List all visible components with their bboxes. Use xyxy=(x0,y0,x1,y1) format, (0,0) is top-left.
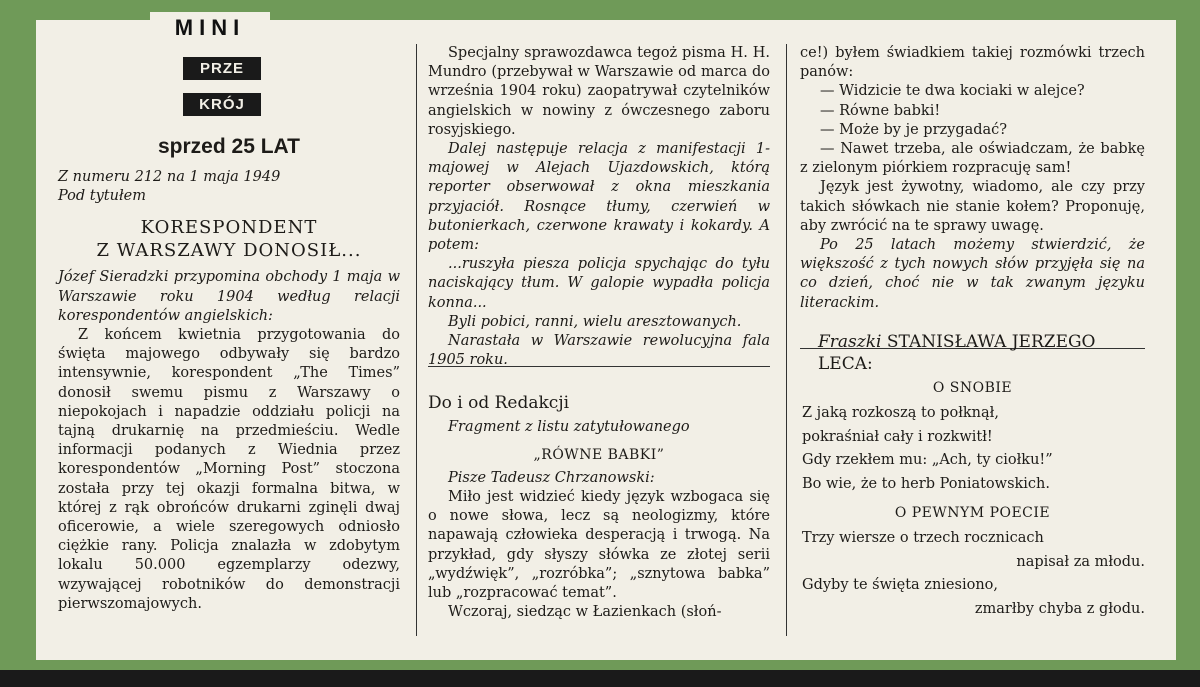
letter-title: „RÓWNE BABKI” xyxy=(533,446,665,463)
poem-line: pokraśniał cały i rozkwitł! xyxy=(802,428,993,445)
fraszki-author: STANISŁAWA JERZEGO LECA: xyxy=(818,331,1096,374)
dialogue-line: — Może by je przygadać? xyxy=(820,121,1008,138)
article-body: Z końcem kwietnia przygotowania do święta majowego odbywały się bardzo intensywnie, korespondent „The Times” donosił swemu pismu z Warszawy o niepokojach i napadzie oddziału policji na tajną drukarnię na przedmieściu. Wedle informacji podanych z Wiednia przez korespondentów „Morning Post” stoczona została przy tej okazji formalna bitwa, w której z rąk obrońców drukarni zginęli dwaj oficerowie, a wiele szeregowych odniosło ciężkie rany. Policja znalazła w zdobytym lokalu 50.000 egzemplarzy odezwy, wzywającej robotników do demonstracji pierwszomajowych. xyxy=(58,327,400,612)
article-lead: Józef Sieradzki przypomina obchody 1 maja w Warszawie roku 1904 według relacji korespondentów angielskich: xyxy=(58,269,400,324)
poem-line: Gdyby te święta zniesiono, xyxy=(802,577,998,594)
column-right xyxy=(800,44,1145,621)
poem-line: napisał za młodu. xyxy=(1016,553,1145,570)
paragraph: Specjalny sprawozdawca tegoż pisma H. H. Mundro (przebywał w Warszawie od marca do września 1904 roku) zaopatrywał czytelników angielskich w nowiny z ówczesnego zaboru rosyjskiego. xyxy=(428,45,770,138)
paragraph: Język jest żywotny, wiadomo, ale czy przy takich słówkach nie stanie kołem? Proponuję, aby zwrócić na te sprawy uwagę. xyxy=(800,179,1145,234)
fraszki-heading xyxy=(818,331,1145,375)
poem xyxy=(802,527,1145,621)
paragraph: ...ruszyła piesza policja spychając do tyłu naciskający tłum. W galopie wypadła policja konna... xyxy=(428,256,770,311)
letter-author: Pisze Tadeusz Chrzanowski: xyxy=(448,469,655,486)
article-title-line1: KORESPONDENT xyxy=(140,217,318,239)
source-line: Z numeru 212 na 1 maja 1949 xyxy=(58,169,281,185)
bottom-edge xyxy=(0,670,1200,687)
column-left xyxy=(58,134,400,614)
poem-line: zmarłby chyba z głodu. xyxy=(974,600,1145,617)
article-title xyxy=(58,216,400,262)
dialogue-line: — Równe babki! xyxy=(820,102,941,119)
fraszki-label: Fraszki xyxy=(818,331,882,352)
przekroj-logo-bottom: KRÓJ xyxy=(183,93,261,116)
poem-line: Z jaką rozkoszą to połknął, xyxy=(802,405,999,422)
poem-title: O PEWNYM POECIE xyxy=(894,505,1051,522)
paragraph: Wczoraj, siedząc w Łazienkach (słoń- xyxy=(448,604,722,621)
paragraph: Miło jest widzieć kiedy język wzbogaca się o nowe słowa, lecz są neologizmy, które napawają człowieka desperacją i trwogą. Na przykład, gdy słyszy słówka ze złotej serii „wydźwięk”, „rozróbka”; „sznytowa babka” lub „rozpracować temat”. xyxy=(428,489,770,602)
paragraph: Po 25 latach możemy stwierdzić, że większość z tych nowych słów przyjęła się na co dzień, choć nie w tak zwanym języku literackim. xyxy=(800,237,1145,311)
dialogue-line: — Nawet trzeba, ale oświadczam, że babkę z zielonym piórkiem rozpracuję sam! xyxy=(800,141,1145,177)
column-divider-left xyxy=(416,44,417,636)
przekroj-logo-top: PRZE xyxy=(183,57,261,80)
paragraph: Byli pobici, ranni, wielu aresztowanych. xyxy=(448,313,742,330)
paragraph: Dalej następuje relacja z manifestacji 1-majowej w Alejach Ujazdowskich, którą reporter obserwował z okna mieszkania przyjaciół. Rosnące tłumy, czerwień w butonierkach, czerwone krawaty i kokardy. A potem: xyxy=(428,141,770,254)
poem-title: O SNOBIE xyxy=(932,379,1013,396)
fragment-intro: Fragment z listu zatytułowanego xyxy=(448,419,690,436)
paragraph: Narastała w Warszawie rewolucyjna fala 1905 roku. xyxy=(428,333,770,369)
poem-line: Bo wie, że to herb Poniatowskich. xyxy=(802,475,1051,492)
poem-line: Gdy rzekłem mu: „Ach, ty ciołku!” xyxy=(802,452,1053,469)
column-divider-right xyxy=(786,44,787,636)
column-middle xyxy=(428,44,770,622)
source-line-2: Pod tytułem xyxy=(58,188,147,205)
section-title: sprzed 25 LAT xyxy=(158,135,300,158)
poem xyxy=(802,402,1145,496)
dialogue-line: — Widzicie te dwa kociaki w alejce? xyxy=(820,83,1085,100)
article-title-line2: Z WARSZAWY DONOSIŁ... xyxy=(96,240,362,262)
poem-line: Trzy wiersze o trzech rocznicach xyxy=(802,530,1044,547)
paragraph: ce!) byłem świadkiem takiej rozmówki trzech panów: xyxy=(800,45,1145,81)
mini-label: MINI xyxy=(150,12,270,42)
redakcja-heading: Do i od Redakcji xyxy=(428,393,570,414)
